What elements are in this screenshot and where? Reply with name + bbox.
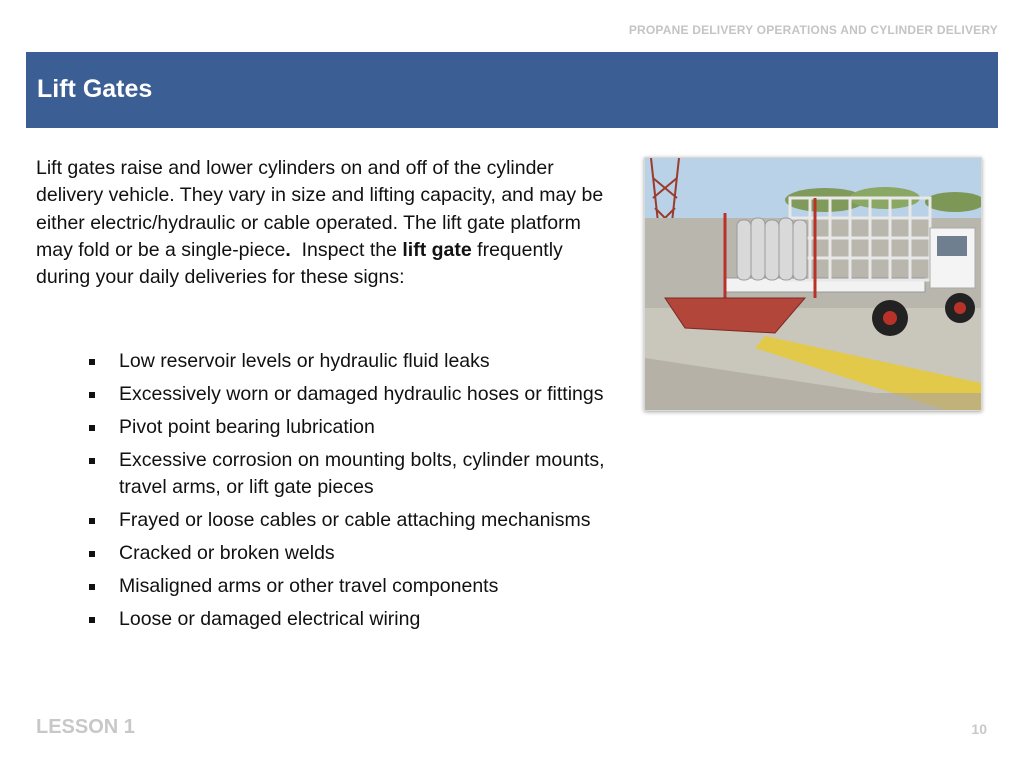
square-bullet-icon — [89, 425, 95, 431]
list-item — [86, 573, 626, 600]
intro-period: . — [285, 238, 291, 261]
list-item-text: Loose or damaged electrical wiring — [119, 608, 421, 630]
list-item — [86, 348, 626, 375]
square-bullet-icon — [89, 551, 95, 557]
list-item-text: Low reservoir levels or hydraulic fluid leaks — [119, 350, 490, 372]
list-item-text: Frayed or loose cables or cable attaching mechanisms — [119, 509, 591, 531]
list-item — [86, 414, 626, 441]
slide-title: Lift Gates — [37, 75, 153, 103]
square-bullet-icon — [89, 458, 95, 464]
list-item — [86, 540, 626, 567]
list-item — [86, 381, 626, 408]
intro-bold-term: lift gate — [402, 238, 472, 261]
square-bullet-icon — [89, 617, 95, 623]
inspection-list — [86, 348, 626, 639]
intro-text-3: frequently during your daily deliveries for these signs: — [36, 238, 563, 289]
lesson-label: LESSON 1 — [36, 716, 135, 738]
square-bullet-icon — [89, 518, 95, 524]
list-item-text: Excessively worn or damaged hydraulic hoses or fittings — [119, 383, 604, 405]
list-item — [86, 606, 626, 633]
list-item-text: Misaligned arms or other travel components — [119, 575, 499, 597]
intro-text-2: Inspect the — [290, 238, 403, 261]
truck-illustration — [645, 158, 981, 410]
title-bar — [26, 52, 998, 128]
square-bullet-icon — [89, 584, 95, 590]
course-title: PROPANE DELIVERY OPERATIONS AND CYLINDER DELIVERY — [628, 23, 998, 37]
list-item-text: Excessive corrosion on mounting bolts, cylinder mounts, travel arms, or lift gate pieces — [119, 449, 605, 498]
list-item — [86, 447, 626, 501]
square-bullet-icon — [89, 392, 95, 398]
lift-gate-truck-photo — [644, 157, 982, 411]
intro-text-1: Lift gates raise and lower cylinders on and off of the cylinder delivery vehicle. They vary in size and lifting capacity, and may be either electric/hydraulic or cable operated. The lift gate platform may fold or be a single-piece — [36, 157, 604, 261]
intro-paragraph — [36, 155, 616, 291]
page-number: 10 — [971, 721, 987, 737]
list-item — [86, 507, 626, 534]
square-bullet-icon — [89, 359, 95, 365]
list-item-text: Pivot point bearing lubrication — [119, 416, 375, 438]
list-item-text: Cracked or broken welds — [119, 542, 335, 564]
